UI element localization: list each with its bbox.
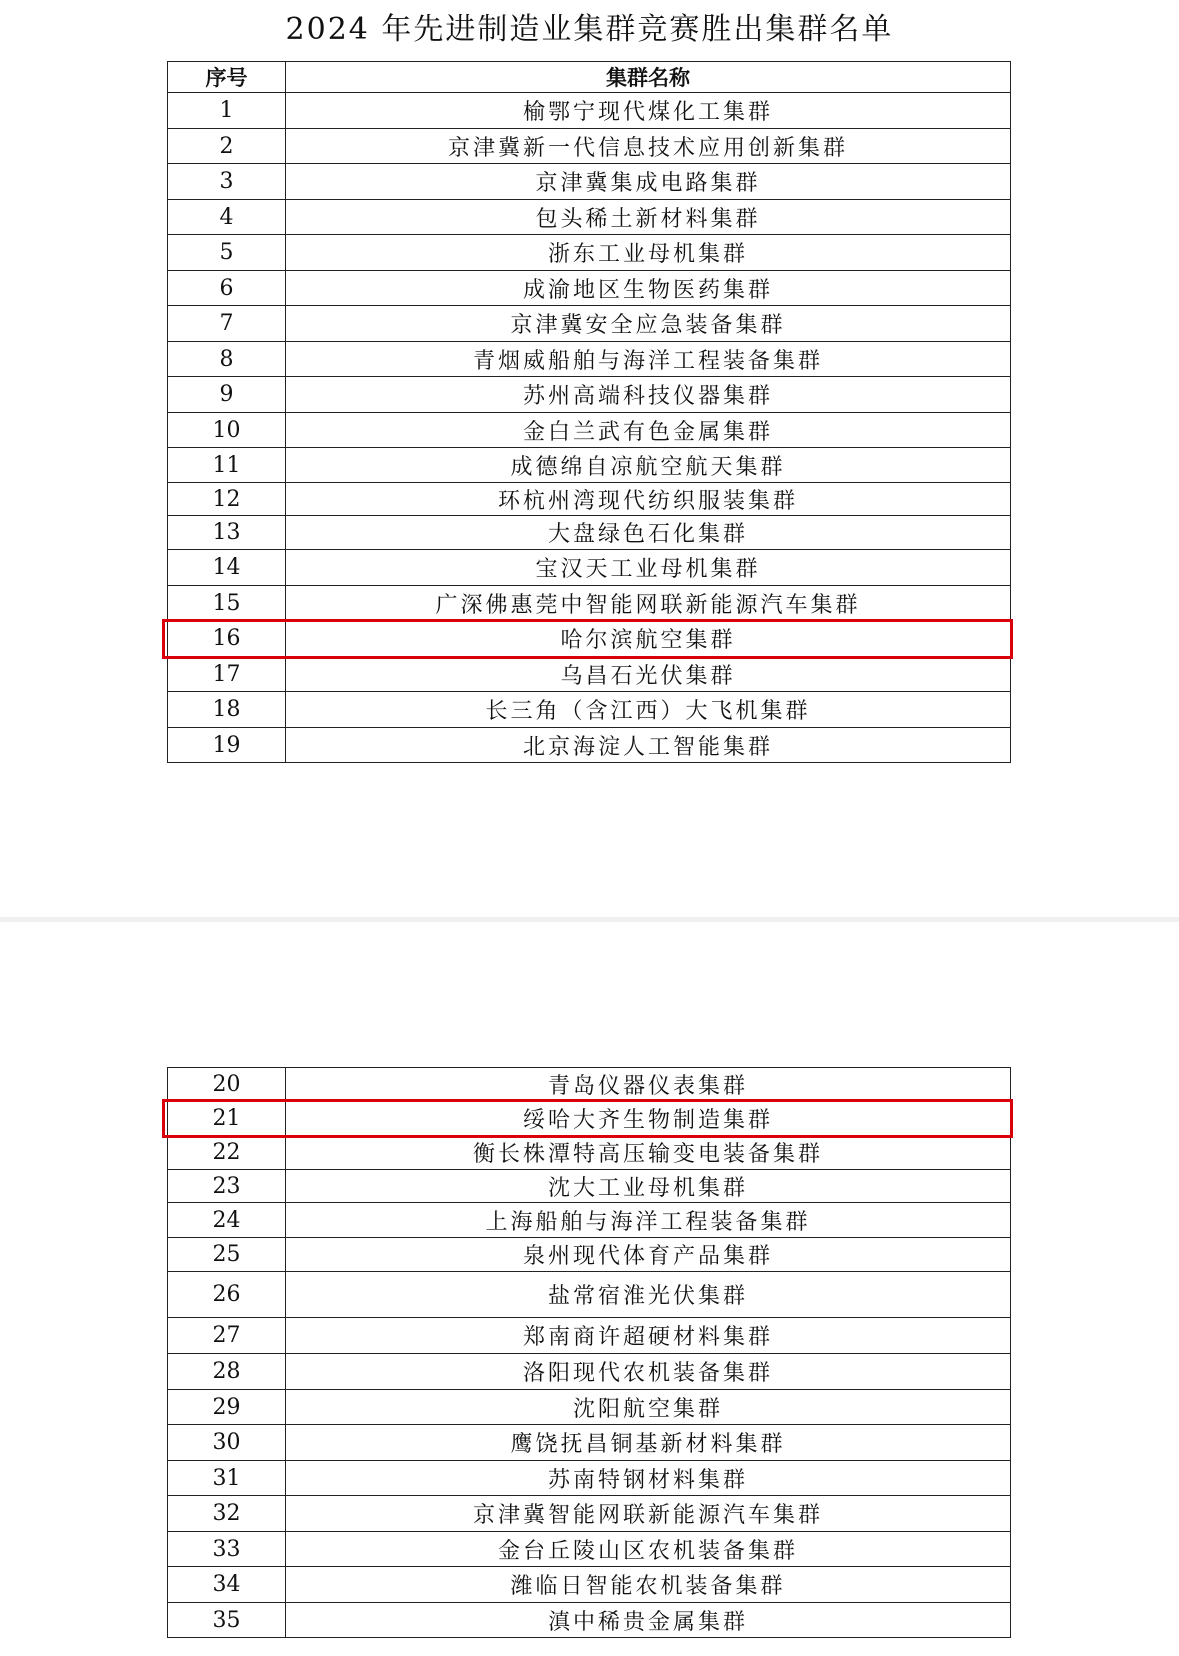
- table-row: [168, 93, 1011, 129]
- page-separator: [0, 917, 1179, 922]
- row-serial-number: 4: [168, 200, 286, 235]
- table-row: [168, 550, 1011, 586]
- row-cluster-name: 洛阳现代农机装备集群: [286, 1354, 1011, 1390]
- table-row: [168, 657, 1011, 692]
- table-row: [168, 448, 1011, 483]
- table-row: [168, 516, 1011, 550]
- row-cluster-name: 潍临日智能农机装备集群: [286, 1567, 1011, 1603]
- row-serial-number: 7: [168, 306, 286, 342]
- row-serial-number: 1: [168, 93, 286, 129]
- row-cluster-name: 大盘绿色石化集群: [286, 516, 1011, 550]
- row-serial-number: 34: [168, 1567, 286, 1603]
- document-title: 2024 年先进制造业集群竞赛胜出集群名单: [285, 12, 894, 47]
- table-row: [168, 377, 1011, 413]
- table-row: [168, 1354, 1011, 1390]
- row-cluster-name: 京津冀智能网联新能源汽车集群: [286, 1496, 1011, 1532]
- row-cluster-name: 衡长株潭特高压输变电装备集群: [286, 1136, 1011, 1170]
- table-row: [168, 306, 1011, 342]
- row-cluster-name: 包头稀土新材料集群: [286, 200, 1011, 235]
- header-serial-number: 序号: [168, 62, 286, 93]
- row-serial-number: 28: [168, 1354, 286, 1390]
- table-row: [168, 1603, 1011, 1638]
- table-row: [168, 1567, 1011, 1603]
- table-row: [168, 235, 1011, 271]
- table-row: [168, 413, 1011, 448]
- highlight-box-row-16: [162, 619, 1013, 659]
- row-serial-number: 35: [168, 1603, 286, 1638]
- row-serial-number: 8: [168, 342, 286, 377]
- highlight-box-row-21: [162, 1099, 1013, 1138]
- row-cluster-name: 京津冀新一代信息技术应用创新集群: [286, 129, 1011, 164]
- table-row: [168, 200, 1011, 235]
- row-cluster-name: 北京海淀人工智能集群: [286, 728, 1011, 763]
- row-serial-number: 30: [168, 1425, 286, 1461]
- table-row: [168, 164, 1011, 200]
- table-row: [168, 129, 1011, 164]
- row-cluster-name: 宝汉天工业母机集群: [286, 550, 1011, 586]
- row-serial-number: 21: [168, 1101, 286, 1136]
- row-serial-number: 14: [168, 550, 286, 586]
- table-row: [168, 483, 1011, 516]
- row-cluster-name: 榆鄂宁现代煤化工集群: [286, 93, 1011, 129]
- row-cluster-name: 成德绵自凉航空航天集群: [286, 448, 1011, 483]
- table-row: [168, 1203, 1011, 1238]
- table-row: [168, 271, 1011, 306]
- row-cluster-name: 成渝地区生物医药集群: [286, 271, 1011, 306]
- table-row: [168, 586, 1011, 621]
- row-cluster-name: 哈尔滨航空集群: [286, 621, 1011, 657]
- row-serial-number: 19: [168, 728, 286, 763]
- row-cluster-name: 郑南商许超硬材料集群: [286, 1318, 1011, 1354]
- table-row: [168, 1272, 1011, 1318]
- row-serial-number: 10: [168, 413, 286, 448]
- row-serial-number: 5: [168, 235, 286, 271]
- row-cluster-name: 泉州现代体育产品集群: [286, 1238, 1011, 1272]
- table-row: [168, 1136, 1011, 1170]
- row-cluster-name: 浙东工业母机集群: [286, 235, 1011, 271]
- row-serial-number: 18: [168, 692, 286, 728]
- table-row: [168, 1170, 1011, 1203]
- row-serial-number: 20: [168, 1068, 286, 1101]
- row-cluster-name: 京津冀集成电路集群: [286, 164, 1011, 200]
- row-cluster-name: 广深佛惠莞中智能网联新能源汽车集群: [286, 586, 1011, 621]
- row-cluster-name: 乌昌石光伏集群: [286, 657, 1011, 692]
- row-serial-number: 22: [168, 1136, 286, 1170]
- row-serial-number: 26: [168, 1272, 286, 1318]
- row-cluster-name: 青岛仪器仪表集群: [286, 1068, 1011, 1101]
- row-cluster-name: 金白兰武有色金属集群: [286, 413, 1011, 448]
- row-cluster-name: 沈大工业母机集群: [286, 1170, 1011, 1203]
- table-row: [168, 1318, 1011, 1354]
- row-serial-number: 3: [168, 164, 286, 200]
- table-row: [168, 1532, 1011, 1567]
- row-cluster-name: 青烟威船舶与海洋工程装备集群: [286, 342, 1011, 377]
- row-serial-number: 2: [168, 129, 286, 164]
- row-serial-number: 29: [168, 1390, 286, 1425]
- row-serial-number: 25: [168, 1238, 286, 1272]
- table-row: [168, 692, 1011, 728]
- row-cluster-name: 长三角（含江西）大飞机集群: [286, 692, 1011, 728]
- row-serial-number: 32: [168, 1496, 286, 1532]
- table-row: [168, 1390, 1011, 1425]
- row-cluster-name: 金台丘陵山区农机装备集群: [286, 1532, 1011, 1567]
- row-cluster-name: 沈阳航空集群: [286, 1390, 1011, 1425]
- row-cluster-name: 滇中稀贵金属集群: [286, 1603, 1011, 1638]
- row-cluster-name: 苏州高端科技仪器集群: [286, 377, 1011, 413]
- row-cluster-name: 京津冀安全应急装备集群: [286, 306, 1011, 342]
- header-cluster-name: 集群名称: [286, 62, 1011, 93]
- row-serial-number: 23: [168, 1170, 286, 1203]
- row-serial-number: 15: [168, 586, 286, 621]
- row-serial-number: 9: [168, 377, 286, 413]
- row-cluster-name: 鹰饶抚昌铜基新材料集群: [286, 1425, 1011, 1461]
- row-cluster-name: 上海船舶与海洋工程装备集群: [286, 1203, 1011, 1238]
- row-serial-number: 12: [168, 483, 286, 516]
- table-row: [168, 1068, 1011, 1101]
- table-row: [168, 1496, 1011, 1532]
- row-serial-number: 24: [168, 1203, 286, 1238]
- table-header-row: [168, 62, 1011, 93]
- row-serial-number: 27: [168, 1318, 286, 1354]
- table-row: [168, 1461, 1011, 1496]
- row-serial-number: 11: [168, 448, 286, 483]
- row-cluster-name: 盐常宿淮光伏集群: [286, 1272, 1011, 1318]
- row-serial-number: 16: [168, 621, 286, 657]
- row-cluster-name: 绥哈大齐生物制造集群: [286, 1101, 1011, 1136]
- row-serial-number: 31: [168, 1461, 286, 1496]
- table-row: [168, 1238, 1011, 1272]
- table-row: [168, 1425, 1011, 1461]
- row-cluster-name: 环杭州湾现代纺织服装集群: [286, 483, 1011, 516]
- row-serial-number: 17: [168, 657, 286, 692]
- row-serial-number: 13: [168, 516, 286, 550]
- row-serial-number: 6: [168, 271, 286, 306]
- table-row: [168, 342, 1011, 377]
- cluster-table-page-2: [167, 1067, 1011, 1638]
- row-serial-number: 33: [168, 1532, 286, 1567]
- row-cluster-name: 苏南特钢材料集群: [286, 1461, 1011, 1496]
- table-row: [168, 728, 1011, 763]
